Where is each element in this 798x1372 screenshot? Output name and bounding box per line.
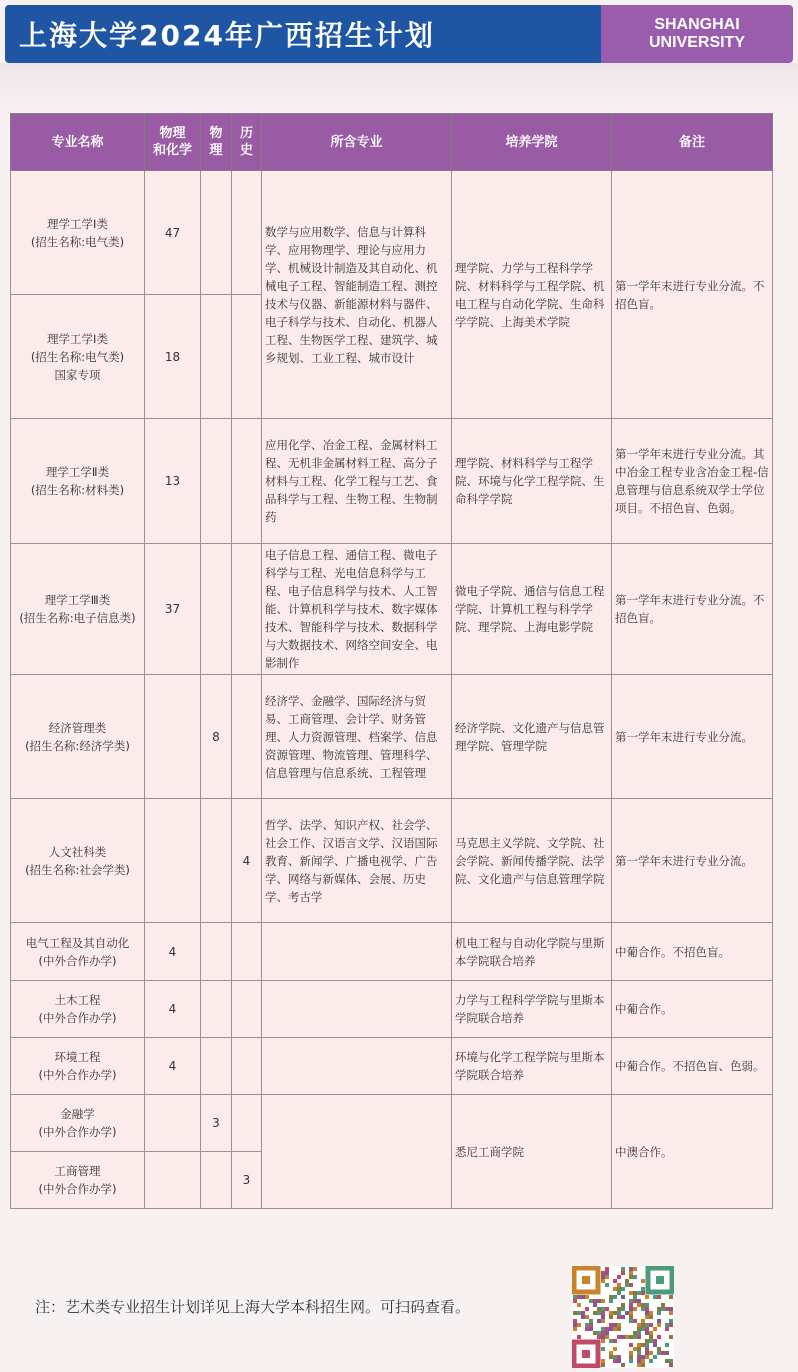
training-college: 机电工程与自动化学院与里斯本学院联合培养	[452, 923, 612, 981]
remark: 第一学年末进行专业分流。	[612, 675, 773, 799]
col-header-college: 培养学院	[452, 114, 612, 171]
quota-physchem: 37	[145, 544, 201, 675]
table-row	[11, 544, 773, 675]
quota-history	[232, 923, 262, 981]
quota-physics	[201, 799, 232, 923]
table-row	[11, 675, 773, 799]
header-banner	[5, 5, 793, 63]
quota-history	[232, 1038, 262, 1095]
major-name: 经济管理类 (招生名称:经济学类)	[11, 675, 145, 799]
major-name: 理学工学Ⅱ类 (招生名称:材料类)	[11, 419, 145, 544]
remark: 中葡合作。不招色盲。	[612, 923, 773, 981]
quota-physchem: 13	[145, 419, 201, 544]
quota-physics	[201, 923, 232, 981]
quota-physics	[201, 1152, 232, 1209]
university-name-line2: UNIVERSITY	[648, 34, 745, 51]
quota-physchem: 18	[145, 295, 201, 419]
included-majors: 经济学、金融学、国际经济与贸易、工商管理、会计学、财务管理、人力资源管理、档案学、信息资源管理、物流管理、管理科学、信息管理与信息系统、工程管理	[262, 675, 452, 799]
col-header-remark: 备注	[612, 114, 773, 171]
major-name: 人文社科类 (招生名称:社会学类)	[11, 799, 145, 923]
quota-physchem: 4	[145, 923, 201, 981]
quota-physics	[201, 981, 232, 1038]
training-college: 理学院、力学与工程科学学院、材料科学与工程学院、机电工程与自动化学院、生命科学学院、上海美术学院	[452, 171, 612, 419]
training-college: 经济学院、文化遗产与信息管理学院、管理学院	[452, 675, 612, 799]
quota-history	[232, 419, 262, 544]
table-row	[11, 171, 773, 295]
quota-history: 3	[232, 1152, 262, 1209]
training-college: 理学院、材料科学与工程学院、环境与化学工程学院、生命科学学院	[452, 419, 612, 544]
major-name: 金融学 (中外合作办学)	[11, 1095, 145, 1152]
quota-physics	[201, 419, 232, 544]
remark: 中澳合作。	[612, 1095, 773, 1209]
enrollment-plan-table	[10, 113, 773, 1209]
quota-physics	[201, 1038, 232, 1095]
quota-history	[232, 544, 262, 675]
quota-history: 4	[232, 799, 262, 923]
quota-history	[232, 295, 262, 419]
included-majors	[262, 1038, 452, 1095]
quota-history	[232, 171, 262, 295]
table-row	[11, 923, 773, 981]
major-name: 工商管理 (中外合作办学)	[11, 1152, 145, 1209]
training-college: 悉尼工商学院	[452, 1095, 612, 1209]
quota-physics	[201, 295, 232, 419]
included-majors	[262, 1095, 452, 1209]
col-header-history: 历 史	[232, 114, 262, 171]
quota-physchem	[145, 675, 201, 799]
quota-history	[232, 675, 262, 799]
table-row	[11, 1038, 773, 1095]
training-college: 微电子学院、通信与信息工程学院、计算机工程与科学学院、理学院、上海电影学院	[452, 544, 612, 675]
quota-history	[232, 981, 262, 1038]
quota-physics: 3	[201, 1095, 232, 1152]
included-majors: 数学与应用数学、信息与计算科学、应用物理学、理论与应用力学、机械设计制造及其自动化、机械电子工程、智能制造工程、测控技术与仪器、新能源材料与器件、电子科学与技术、自动化、机器人工程、生物医学工程、建筑学、城乡规划、工业工程、城市设计	[262, 171, 452, 419]
col-header-included: 所含专业	[262, 114, 452, 171]
included-majors: 哲学、法学、知识产权、社会学、社会工作、汉语言文学、汉语国际教育、新闻学、广播电视学、广告学、网络与新媒体、会展、历史学、考古学	[262, 799, 452, 923]
quota-physchem	[145, 1095, 201, 1152]
remark: 第一学年末进行专业分流。	[612, 799, 773, 923]
page-title: 上海大学2024年广西招生计划	[5, 5, 601, 63]
quota-physics	[201, 544, 232, 675]
quota-history	[232, 1095, 262, 1152]
quota-physics: 8	[201, 675, 232, 799]
major-name: 环境工程 (中外合作办学)	[11, 1038, 145, 1095]
qr-code-icon[interactable]	[572, 1266, 674, 1368]
training-college: 力学与工程科学学院与里斯本学院联合培养	[452, 981, 612, 1038]
quota-physchem: 47	[145, 171, 201, 295]
table-header-row	[11, 114, 773, 171]
table-row	[11, 981, 773, 1038]
table-row	[11, 1095, 773, 1152]
training-college: 马克思主义学院、文学院、社会学院、新闻传播学院、法学院、文化遗产与信息管理学院	[452, 799, 612, 923]
remark: 中葡合作。	[612, 981, 773, 1038]
quota-physchem	[145, 799, 201, 923]
header-shadow	[0, 63, 798, 113]
university-name-line1: SHANGHAI	[654, 16, 740, 33]
included-majors: 电子信息工程、通信工程、微电子科学与工程、光电信息科学与工程、电子信息科学与技术、人工智能、计算机科学与技术、数字媒体技术、智能科学与技术、数据科学与大数据技术、网络空间安全、电影制作	[262, 544, 452, 675]
col-header-major: 专业名称	[11, 114, 145, 171]
table-row	[11, 419, 773, 544]
quota-physchem: 4	[145, 1038, 201, 1095]
included-majors	[262, 981, 452, 1038]
remark: 第一学年末进行专业分流。其中冶金工程专业含冶金工程-信息管理与信息系统双学士学位项目。不招色盲、色弱。	[612, 419, 773, 544]
footnote: 注：艺术类专业招生计划详见上海大学本科招生网。可扫码查看。	[35, 1298, 471, 1316]
university-logo-text	[601, 5, 793, 63]
quota-physchem	[145, 1152, 201, 1209]
col-header-physics: 物 理	[201, 114, 232, 171]
remark: 中葡合作。不招色盲、色弱。	[612, 1038, 773, 1095]
remark: 第一学年末进行专业分流。不招色盲。	[612, 544, 773, 675]
major-name: 理学工学Ⅲ类 (招生名称:电子信息类)	[11, 544, 145, 675]
quota-physchem: 4	[145, 981, 201, 1038]
major-name: 土木工程 (中外合作办学)	[11, 981, 145, 1038]
major-name: 理学工学Ⅰ类 (招生名称:电气类)	[11, 171, 145, 295]
training-college: 环境与化学工程学院与里斯本学院联合培养	[452, 1038, 612, 1095]
remark: 第一学年末进行专业分流。不招色盲。	[612, 171, 773, 419]
table-row	[11, 799, 773, 923]
quota-physics	[201, 171, 232, 295]
col-header-physchem: 物理 和化学	[145, 114, 201, 171]
included-majors: 应用化学、冶金工程、金属材料工程、无机非金属材料工程、高分子材料与工程、化学工程与工艺、食品科学与工程、生物工程、生物制药	[262, 419, 452, 544]
major-name: 电气工程及其自动化 (中外合作办学)	[11, 923, 145, 981]
major-name: 理学工学Ⅰ类 (招生名称:电气类) 国家专项	[11, 295, 145, 419]
included-majors	[262, 923, 452, 981]
